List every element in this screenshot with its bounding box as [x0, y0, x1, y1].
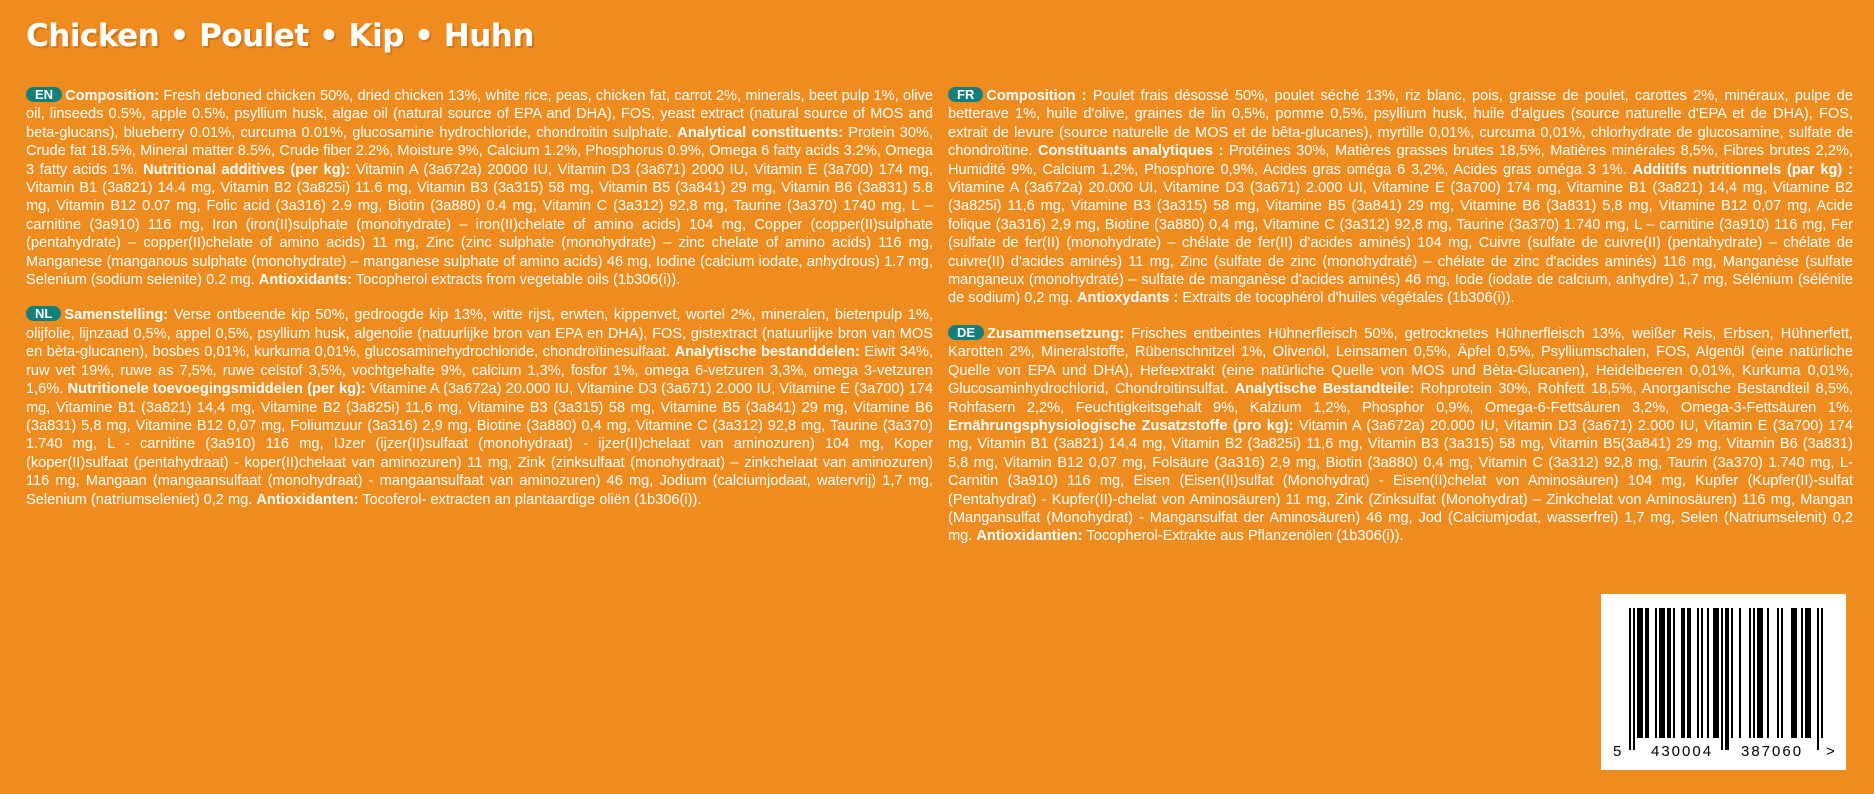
barcode-bars [1601, 594, 1846, 770]
barcode-bar [1717, 608, 1719, 738]
barcode-bar [1707, 608, 1709, 738]
barcode-bar [1817, 608, 1819, 750]
analytical-text: Eiwit 34%, ruw vet 19%, ruwe as 7,5%, ruwe celstof 3,5%, vochtgehalte 9%, calcium 1,3%, fosfor 1%, omega 6-vetzuren 3,3%, omega 3-vetzuren 1,6%. [26, 344, 934, 398]
section-de [948, 325, 1853, 546]
barcode-bar [1697, 608, 1699, 738]
barcode-digit-first: 5 [1613, 743, 1622, 760]
barcode-bar [1807, 608, 1809, 738]
analytical-label: Analytische Bestandteile: [1234, 381, 1415, 398]
language-badge-nl: NL [26, 306, 61, 321]
barcode-bar [1647, 608, 1649, 738]
analytical-text: Protéines 30%, Matières grasses brutes 18,5%, Matières minérales 8,5%, Fibres brutes 2,2%, Humidité 9%, Calcium 1,2%, Phosphore 0,9%, Acides gras oméga 6 3,2%, Acides gras oméga 3 1%. [948, 143, 1853, 178]
barcode-bar [1637, 608, 1639, 738]
antioxidants-text: Extraits de tocophérol d'huiles végétales (1b306(i)). [1178, 290, 1515, 307]
barcode-bar [1791, 608, 1793, 738]
language-badge-fr: FR [948, 87, 983, 102]
barcode-bar [1713, 608, 1715, 738]
barcode-bar [1687, 608, 1689, 738]
barcode-bar [1683, 608, 1685, 738]
section-en [26, 87, 933, 289]
barcode-bar [1663, 608, 1665, 738]
barcode-bar [1821, 608, 1823, 738]
barcode-group-right: 387060 [1741, 743, 1804, 760]
barcode-bar [1715, 608, 1717, 738]
composition-text: Poulet frais désossé 50%, poulet séché 13%, riz blanc, pois, graisse de poulet, carottes 2%, minéraux, pulpe de betterave 1%, huile d'olive, graines de lin 0,5%, pomme 0,5%, psyllium husk, huile d'algues (source naturelle d'EPA et de DHA), FOS, extrait de levure (source naturelle de MOS et de bêta-glucanes), myrtille 0,01%, curcuma 0,01%, chlorhydrate de glucosamine, sulfate de chondroïtine. [948, 88, 1854, 160]
barcode-bar [1795, 608, 1797, 738]
barcode-bar [1661, 608, 1663, 738]
composition-text: Verse ontbeende kip 50%, gedroogde kip 13%, witte rijst, erwten, kippenvet, wortel 2%, mineralen, bietenpulp 1%, olijfolie, lijnzaad 0,5%, appel 0,5%, psyllium husk, algenolie (natuurlijke bron van EPA en DHA), FOS, gistextract (natuurlijke bron van MOS en bèta-glucanen), bosbes 0,01%, kurkuma 0,01%, glucosaminehydrochloride, chondroïtinesulfaat. [26, 307, 933, 361]
composition-text: Frisches entbeintes Hühnerfleisch 50%, getrocknetes Hühnerfleisch 13%, weißer Reis, Erbsen, Hühnerfett, Karotten 2%, Mineralstoffe, Rübenschnitzel 1%, Olivenöl, Leinsamen 0,5%, Äpfel 0,5%, Psylliumschalen, FOS, Algenöl (eine natürliche Quelle von EPA und DHA), Hefeextrakt (eine natürliche Quelle von MOS und Bèta-Glucanen), Heidelbeeren 0,01%, Kurkuma 0,01%, Glucosaminhydrochlorid, Chondroitinsulfat. [948, 325, 1853, 398]
barcode-bar [1725, 608, 1727, 750]
additives-text: Vitamine A (3a672a) 20.000 UI, Vitamine D3 (3a671) 2.000 UI, Vitamine E (3a700) 174 mg, Vitamine B1 (3a821) 14,4 mg, Vitamine B2 (3a825i) 11,6 mg, Vitamine B3 (3a315) 58 mg, Vitamine B5 (3a841) 29 mg, Vitamine B6 (3a831) 5,8 mg, Vitamine B12 0,07 mg, Acide folique (3a316) 2,9 mg, Biotine (3a880) 0,4 mg, Vitamine C (3a312) 92,8 mg, Taurine (3a370) 1.740 mg, L – carnitine (3a910) 116 mg, Fer (sulfate de fer(II) (monohydrate) – chélate de fer(II) d'acides aminés) 104 mg, Cuivre (sulfate de cuivre(II) (pentahydrate) – chélate de cuivre(II) d'acides aminés) 11 mg, Zinc (sulfate de zinc (monohydraté) – chélate de zinc d'acides aminés) 116 mg, Manganèse (sulfate manganeux (monohydraté) – sulfate de manganèse d'acides aminés) 46 mg, Iode (iodate de calcium, anhydre) 1,7 mg, Sélénium (sélénite de sodium) 0,2 mg. [948, 180, 1853, 307]
barcode-bar [1673, 608, 1675, 738]
barcode-bar [1689, 608, 1691, 738]
barcode-bar [1777, 608, 1779, 738]
barcode-bar [1681, 608, 1683, 738]
analytical-text: Rohprotein 30%, Rohfett 18,5%, Anorganische Bestandteil 8,5%, Rohfasern 2,2%, Feuchtigkeitsgehalt 9%, Kalzium 1,2%, Phosphor 0,9%, Omega-6-Fettsäuren 3,2%, Omega-3-Fettsäuren 1%. [948, 381, 1853, 416]
antioxidants-label: Antioxidantien: [976, 528, 1083, 545]
barcode-bar [1753, 608, 1755, 738]
barcode-bar [1639, 608, 1641, 738]
barcode-bar [1659, 608, 1661, 738]
barcode-bar [1629, 608, 1631, 750]
section-nl [26, 306, 933, 508]
antioxidants-label: Antioxidants: [258, 272, 353, 289]
page-title: Chicken • Poulet • Kip • Huhn [26, 18, 534, 54]
additives-label: Additifs nutritionnels (par kg) : [1632, 161, 1853, 178]
barcode-bar [1809, 608, 1811, 738]
additives-text: Vitamine A (3a672a) 20.000 IU, Vitamine D3 (3a671) 2.000 IU, Vitamine E (3a700) 174 mg, Vitamine B1 (3a821) 14,4 mg, Vitamine B2 (3a825i) 11,6 mg, Vitamine B3 (3a315) 58 mg, Vitamine B5 (3a841) 29 mg, Vitamine B6 (3a831) 5,8 mg, Vitamine B12 0,07 mg, Foliumzuur (3a316) 2,9 mg, Biotine (3a880) 0,4 mg, Vitamine C (3a312) 92,8 mg, Taurine (3a370) 1.740 mg, L - carnitine (3a910) 116 mg, IJzer (ijzer(II)sulfaat (monohydraat) - ijzer(II)chelaat van aminozuren) 104 mg, Koper (koper(II)sulfaat (pentahydraat) - koper(II)chelaat van aminozuren) 11 mg, Zink (zinksulfaat (monohydraat) – zinkchelaat van aminozuren) 116 mg, Mangaan (mangaansulfaat (monohydraat) - mangaansulfaat van aminozuren) 46 mg, Jodium (calciumjodaat, watervrij) 1,7 mg, Selenium (natriumseleniet) 0,2 mg. [26, 381, 934, 508]
composition-text: Fresh deboned chicken 50%, dried chicken 13%, white rice, peas, chicken fat, carrot 2%, minerals, beet pulp 1%, olive oil, linseeds 0.5%, apple 0.5%, psyllium husk, algae oil (natural source of EPA and DHA), FOS, yeast extract (natural source of MOS and beta-glucans), blueberry 0.01%, curcuma 0.01%, glucosamine hydrochloride, chondroitin sulphate. [26, 88, 933, 141]
barcode-bar [1759, 608, 1761, 738]
barcode-bar [1801, 608, 1803, 738]
barcode-bar [1757, 608, 1759, 738]
language-badge-en: EN [26, 87, 62, 102]
composition-label: Samenstelling: [64, 307, 169, 324]
barcode-bar [1645, 608, 1647, 738]
additives-label: Nutritional additives (per kg): [143, 161, 351, 178]
composition-label: Zusammensetzung: [987, 325, 1125, 342]
barcode-bar [1731, 608, 1733, 738]
language-badge-de: DE [948, 325, 984, 340]
barcode-bar [1701, 608, 1703, 738]
barcode-bar [1761, 608, 1763, 738]
additives-text: Vitamin A (3a672a) 20.000 IU, Vitamin D3 (3a671) 2.000 IU, Vitamin E (3a700) 174 mg, Vitamin B1 (3a821) 14,4 mg, Vitamin B2 (3a825i) 11,6 mg, Vitamin B3 (3a315) 58 mg, Vitamin B5(3a841) 29 mg, Vitamin B6 (3a831) 5,8 mg, Vitamin B12 0,07 mg, Folsäure (3a316) 2,9 mg, Biotin (3a880) 0,4 mg, Vitamin C (3a312) 92,8 mg, Taurin (3a370) 1.740 mg, L-Carnitin (3a910) 116 mg, Eisen (Eisen(II)sulfat (Monohydrat) - Eisen(II)chelat von Aminosäuren) 104 mg, Kupfer (Kupfer(II)-sulfat (Pentahydrat) - Kupfer(II)-chelat von Aminosäuren) 11 mg, Zink (Zinksulfat (Monohydrat) – Zinkchelat von Aminosäuren) 116 mg, Mangan (Mangansulfat (Monohydrat) - Mangansulfat der Aminosäuren) 46 mg, Jod (Calciumjodat, wasserfrei) 1,7 mg, Selen (Natriumselenit) 0,2 mg. [948, 417, 1854, 545]
antioxidants-label: Antioxydants : [1076, 290, 1179, 307]
barcode-bar [1805, 608, 1807, 738]
barcode-bar [1739, 608, 1741, 738]
additives-label: Nutritionele toevoegingsmiddelen (per kg): [67, 381, 366, 398]
analytical-label: Constituants analytiques : [1037, 143, 1224, 160]
additives-label: Ernährungsphysiologische Zusatzstoffe (pro kg): [948, 417, 1294, 434]
barcode-bar [1727, 608, 1729, 750]
antioxidants-text: Tocoferol- extracten an plantaardige oliën (1b306(i)). [358, 491, 702, 508]
analytical-label: Analytical constituents: [677, 124, 844, 141]
additives-text: Vitamin A (3a672a) 20000 IU, Vitamin D3 (3a671) 2000 IU, Vitamin E (3a700) 174 mg, Vitamin B1 (3a821) 14.4 mg, Vitamin B2 (3a825i) 11.6 mg, Vitamin B3 (3a315) 58 mg, Vitamin B5 (3a841) 29 mg, Vitamin B6 (3a831) 5.8 mg, Vitamin B12 0.07 mg, Folic acid (3a316) 2.9 mg, Biotin (3a880) 0.4 mg, Vitamin C (3a312) 92,8 mg, Taurine (3a370) 1740 mg, L – carnitine (3a910) 116 mg, Iron (iron(II)sulphate (monohydrate) – iron(II)chelate of amino acids) 104 mg, Copper (copper(II)sulphate (pentahydrate) – copper(II)chelate of amino acids) 11 mg, Zinc (zinc sulphate (monohydrate) – zinc chelate of amino acids) 116 mg, Manganese (manganous sulphate (monohydrate) – manganese sulphate of amino acids) 46 mg, Iodine (calcium iodate, anhydrous) 1.7 mg, Selenium (sodium selenite) 0.2 mg. [26, 161, 933, 289]
barcode-bar [1767, 608, 1769, 738]
barcode-bar [1793, 608, 1795, 738]
right-column [948, 87, 1853, 563]
section-fr [948, 87, 1853, 308]
barcode-bar [1749, 608, 1751, 738]
barcode-bar [1781, 608, 1783, 738]
antioxidants-label: Antioxidanten: [256, 491, 359, 508]
barcode-bar [1633, 608, 1635, 750]
barcode-bar [1667, 608, 1669, 738]
analytical-label: Analytische bestanddelen: [674, 344, 860, 361]
barcode-bar [1641, 608, 1643, 738]
barcode-group-left: 430004 [1651, 743, 1714, 760]
barcode-bar [1655, 608, 1657, 738]
antioxidants-text: Tocopherol extracts from vegetable oils (1b306(i)). [352, 272, 681, 289]
analytical-text: Protein 30%, Crude fat 18.5%, Mineral matter 8.5%, Crude fiber 2.2%, Moisture 9%, Calcium 1.2%, Phosphorus 0.9%, Omega 6 fatty acids 3.2%, Omega 3 fatty acids 1%. [26, 124, 933, 178]
left-column [26, 87, 933, 526]
barcode-quiet-mark: > [1826, 743, 1835, 760]
composition-label: Composition: [65, 88, 160, 104]
barcode-bar [1669, 608, 1671, 738]
antioxidants-text: Tocopherol-Extrakte aus Pflanzenölen (1b306(i)). [1082, 528, 1404, 545]
barcode [1601, 594, 1846, 770]
barcode-bar [1721, 608, 1723, 750]
composition-label: Composition : [986, 88, 1087, 104]
